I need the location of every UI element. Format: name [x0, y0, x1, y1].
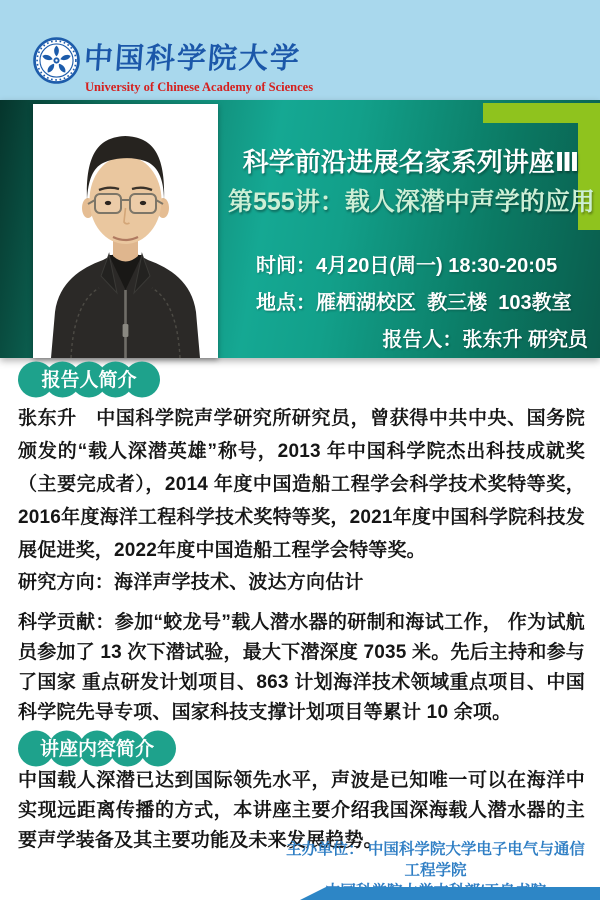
- speaker-bio: 张东升 中国科学院声学研究所研究员，曾获得中共中央、国务院颁发的“载人深潜英雄”称号，2013 年中国科学院杰出科技成就奖（主要完成者），2014 年度中国造船工程学会科学技术奖特等奖，2016年度海洋工程科学技术奖特等奖，2021年度中国科学院科技发展促进奖，2022年度中国造船工程学会特等奖。: [18, 408, 585, 561]
- scientific-contribution: 科学贡献：参加“蛟龙号”载人潜水器的研制和海试工作， 作为试航员参加了 13 次下潜试验，最大下潜深度 7035 米。先后主持和参与了国家 重点研发计划项目、863 计划海洋技术领域重点项目、中国科学院先导专项、国家科技支撑计划项目等累计 10 余项。: [18, 612, 585, 723]
- university-banner: [0, 0, 600, 100]
- lecture-title: 第555讲：载人深潜中声学的应用: [228, 188, 595, 216]
- research-direction: 研究方向：海洋声学技术、波达方向估计: [18, 572, 364, 593]
- speaker-intro-badge-label: 报告人简介: [41, 370, 137, 391]
- ucas-emblem-icon: [33, 37, 80, 84]
- lecture-location: 地点：雁栖湖校区 教三楼 103教室: [256, 292, 572, 314]
- university-name-en: University of Chinese Academy of Sciences: [85, 80, 314, 94]
- bottom-accent-bar: [300, 887, 600, 900]
- host-line-1: 主办单位： 中国科学院大学电子电气与通信工程学院: [286, 841, 585, 879]
- lecture-speaker: 报告人：张东升 研究员: [382, 329, 588, 351]
- lecture-info: [230, 248, 592, 359]
- university-name-cn: 中国科学院大学: [82, 43, 302, 75]
- lecture-time: 时间：4月20日(周一) 18:30-20:05: [256, 255, 558, 277]
- lecture-summary: 中国载人深潜已达到国际领先水平，声波是已知唯一可以在海洋中实现远距离传播的方式，本讲座主要介绍我国深海载人潜水器的主要声学装备及其主要功能及未来发展趋势。: [18, 770, 585, 851]
- series-title: 科学前沿进展名家系列讲座Ⅲ: [242, 147, 580, 177]
- speaker-intro-badge: [18, 361, 160, 403]
- hero-section: [0, 100, 600, 358]
- speaker-photo: [33, 104, 218, 358]
- lecture-content-badge-label: 讲座内容简介: [39, 739, 155, 760]
